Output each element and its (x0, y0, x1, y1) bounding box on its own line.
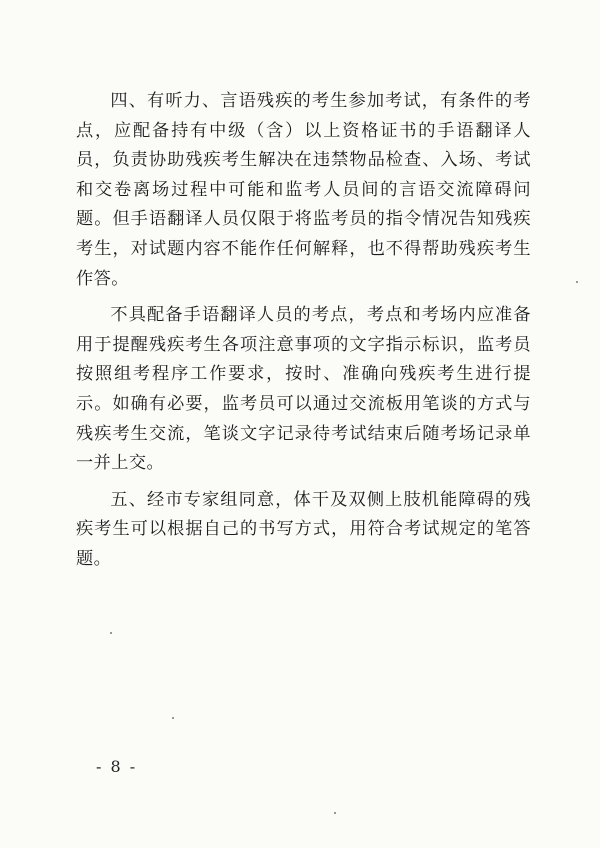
paragraph-5-writing-method: 五、经市专家组同意，体干及双侧上肢机能障碍的残疾考生可以根据自己的书写方式，用符合考试规定的笔答题。 (76, 489, 531, 569)
scan-speck (172, 717, 174, 719)
scan-speck (334, 812, 336, 814)
paragraph-no-interpreter: 不具配备手语翻译人员的考点，考点和考场内应准备用于提醒残疾考生各项注意事项的文字指示标识，监考员按照组考程序工作要求，按时、准确向残疾考生进行提示。如确有必要，监考员可以通过交流板用笔谈的方式与残疾考生交流，笔谈文字记录待考试结束后随考场记录单一并上交。 (76, 305, 531, 474)
scan-speck (110, 632, 112, 634)
document-body (76, 87, 531, 575)
paragraph-4-sign-language: 四、有听力、言语残疾的考生参加考试，有条件的考点，应配备持有中级（含）以上资格证书的手语翻译人员，负责协助残疾考生解决在违禁物品检查、入场、考试和交卷离场过程中可能和监考人员间的言语交流障碍问题。但手语翻译人员仅限于将监考员的指令情况告知残疾考生，对试题内容不能作任何解释，也不得帮助残疾考生作答。 (76, 91, 531, 289)
scan-speck (576, 281, 578, 283)
page-number: - 8 - (96, 757, 138, 776)
